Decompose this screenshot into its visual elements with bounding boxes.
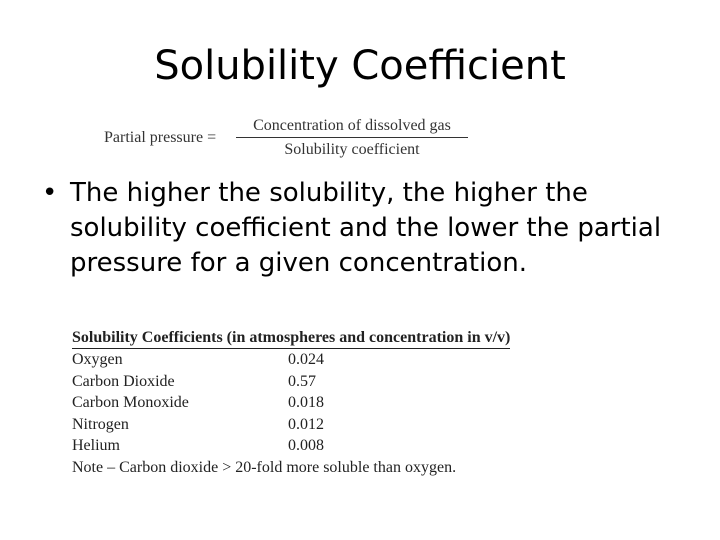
gas-coefficient: 0.008	[288, 437, 324, 454]
solubility-coefficients-table	[72, 327, 592, 478]
bullet-text: The higher the solubility, the higher the solubility coefficient and the lower the partial pressure for a given concentration.	[70, 178, 662, 278]
formula-numerator: Concentration of dissolved gas	[253, 117, 451, 134]
table-note: Note – Carbon dioxide > 20-fold more soluble than oxygen.	[72, 458, 457, 476]
formula-denominator: Solubility coefficient	[284, 141, 420, 158]
table-row	[72, 414, 592, 436]
gas-coefficient: 0.012	[288, 415, 324, 433]
gas-coefficient: 0.018	[288, 394, 324, 411]
gas-coefficient: 0.024	[288, 351, 324, 368]
gas-name: Oxygen	[72, 351, 123, 368]
table-row	[72, 349, 592, 371]
gas-name: Carbon Dioxide	[72, 372, 175, 390]
table-row	[72, 371, 592, 393]
fraction-bar	[236, 137, 468, 138]
bullet-point	[42, 176, 682, 281]
gas-name: Carbon Monoxide	[72, 394, 189, 411]
table-row	[72, 435, 592, 457]
formula-lhs: Partial pressure =	[104, 129, 217, 146]
slide-title: Solubility Coefficient	[154, 43, 566, 89]
bullet-marker: •	[42, 178, 58, 208]
gas-name: Nitrogen	[72, 415, 129, 433]
gas-coefficient: 0.57	[288, 372, 316, 390]
table-header: Solubility Coefficients (in atmospheres and concentration in v/v)	[72, 328, 510, 349]
formula-fraction	[236, 116, 468, 160]
partial-pressure-formula	[104, 116, 484, 164]
table-row	[72, 392, 592, 414]
gas-name: Helium	[72, 437, 120, 454]
